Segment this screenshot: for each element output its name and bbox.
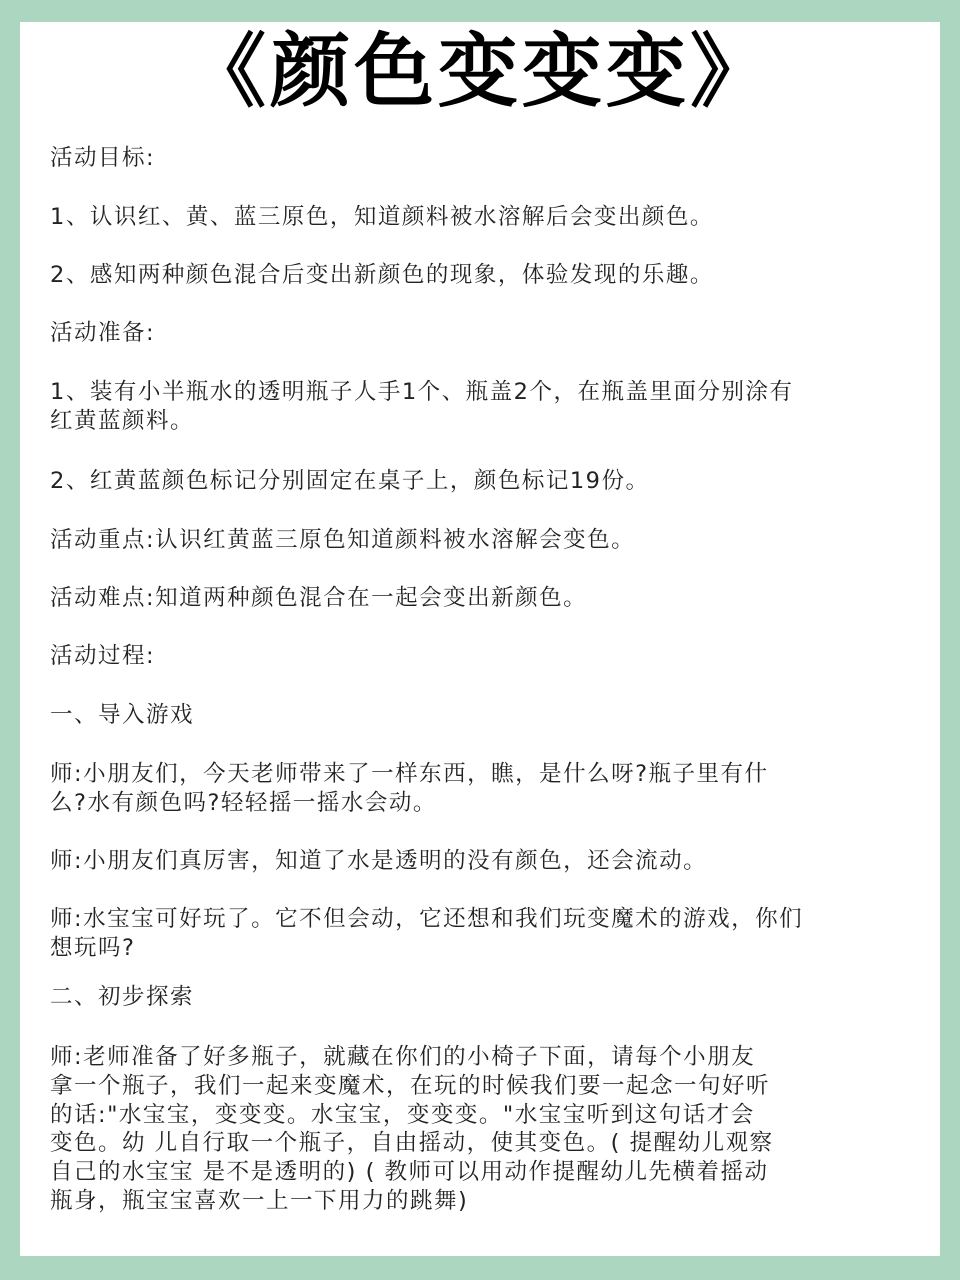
text-line: 2、感知两种颜色混合后变出新颜色的现象，体验发现的乐趣。 [50,262,714,288]
text-line: 想玩吗? [50,935,136,961]
text-line: 师:小朋友们，今天老师带来了一样东西，瞧，是什么呀?瓶子里有什 [50,761,769,787]
text-line: 拿一个瓶子，我们一起来变魔术，在玩的时候我们要一起念一句好听 [50,1072,771,1099]
text-line: 红黄蓝颜料。 [50,408,195,434]
text-line: 活动重点:认识红黄蓝三原色知道颜料被水溶解会变色。 [50,527,636,553]
text-line: 自己的水宝宝 是不是透明的) ( 教师可以用动作提醒幼儿先横着摇动 [50,1159,769,1186]
paragraph [50,701,930,730]
text-line: 二、初步探索 [50,984,195,1010]
paragraph [50,760,930,818]
text-line: 的话:"水宝宝，变变变。水宝宝，变变变。"水宝宝听到这句话才会 [50,1101,755,1128]
text-line: 一、导入游戏 [50,702,195,728]
paragraph [50,467,930,496]
paragraph [50,261,930,290]
text-line: 么?水有颜色吗?轻轻摇一摇水会动。 [50,790,437,816]
paragraph [50,203,930,232]
text-line: 1、装有小半瓶水的透明瓶子人手1个、瓶盖2个，在瓶盖里面分别涂有 [50,379,794,405]
text-line: 变色。幼 儿自行取一个瓶子，自由摇动，使其变色。( 提醒幼儿观察 [50,1130,774,1157]
text-line: 活动过程: [50,643,156,669]
text-line: 师:小朋友们真厉害，知道了水是透明的没有颜色，还会流动。 [50,848,708,874]
text-line: 2、红黄蓝颜色标记分别固定在桌子上，颜色标记19份。 [50,468,650,494]
text-line: 瓶身，瓶宝宝喜欢一上一下用力的跳舞) [50,1187,469,1214]
paragraph [50,584,930,613]
text-line: 师:水宝宝可好玩了。它不但会动，它还想和我们玩变魔术的游戏，你们 [50,906,804,932]
paragraph [50,1043,930,1216]
paragraph [50,144,930,173]
paragraph [50,642,930,671]
paragraph [50,847,930,876]
text-line: 活动目标: [50,145,156,171]
paragraph [50,983,930,1012]
text-line: 活动准备: [50,320,156,346]
paragraph [50,526,930,555]
text-line: 活动难点:知道两种颜色混合在一起会变出新颜色。 [50,585,588,611]
paragraph [50,378,930,436]
text-line: 1、认识红、黄、蓝三原色，知道颜料被水溶解后会变出颜色。 [50,204,714,230]
text-line: 师:老师准备了好多瓶子，就藏在你们的小椅子下面，请每个小朋友 [50,1044,756,1070]
paragraph [50,319,930,348]
paragraph [50,905,930,963]
document-title: 《颜色变变变》 [186,25,774,118]
